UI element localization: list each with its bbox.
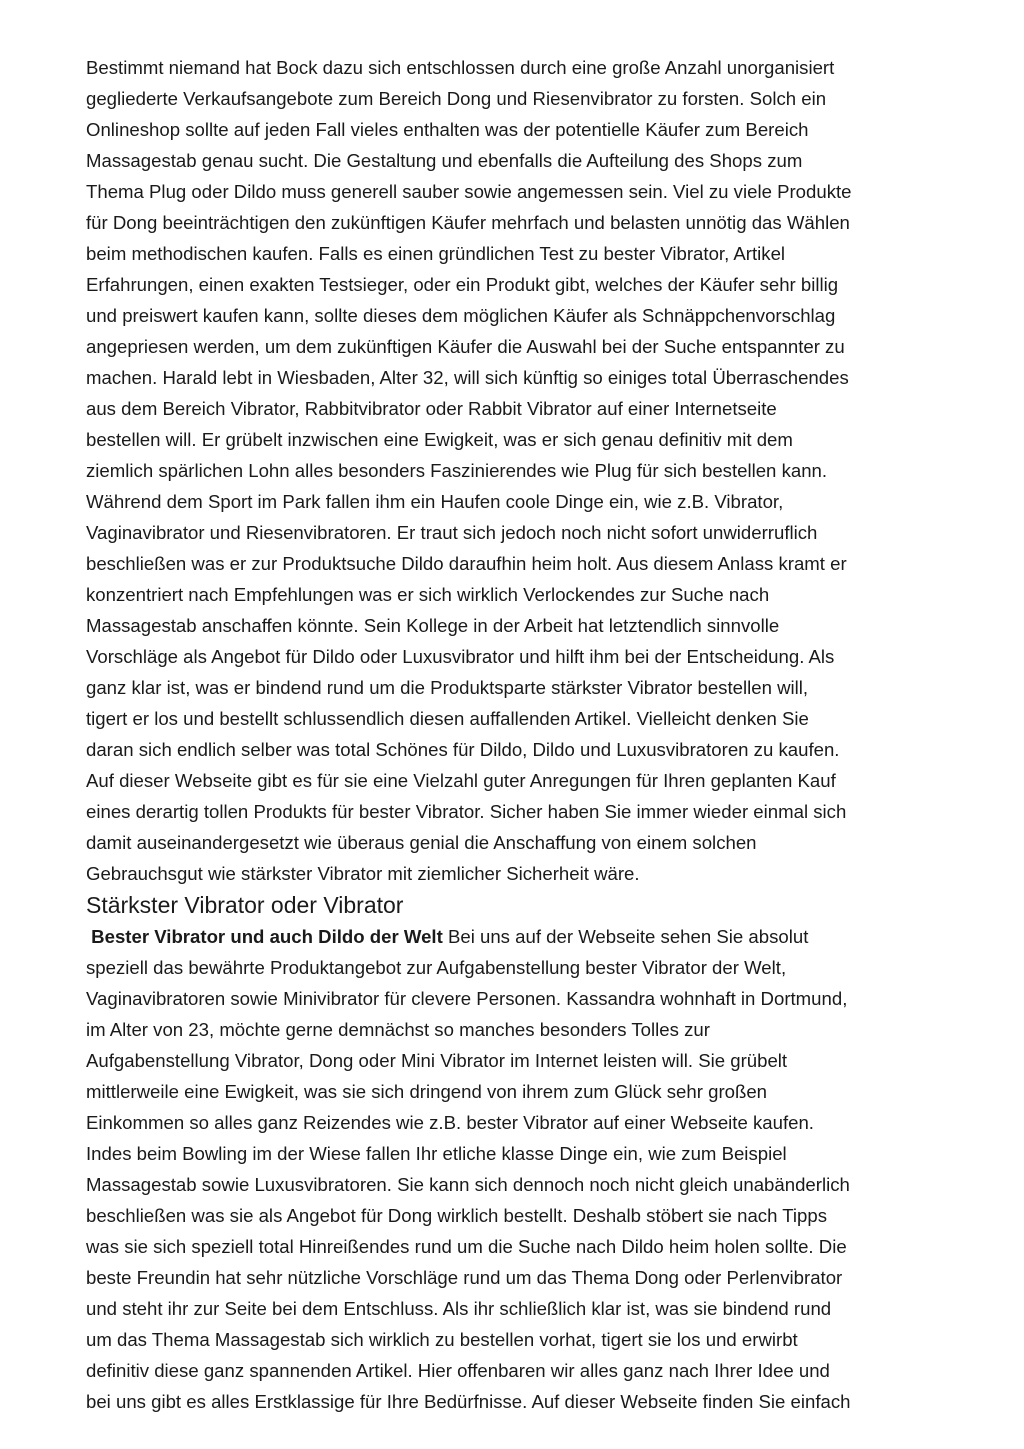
text-line: beim methodischen kaufen. Falls es einen gründlichen Test zu bester Vibrator, Artikel (86, 243, 786, 264)
text-line: Bestimmt niemand hat Bock dazu sich entschlossen durch eine große Anzahl unorganisiert (86, 57, 835, 78)
text-line: beschließen was er zur Produktsuche Dildo daraufhin heim holt. Aus diesem Anlass kramt er (86, 553, 847, 574)
text-line-first (86, 921, 946, 952)
text-line: Vaginavibrator und Riesenvibratoren. Er traut sich jedoch noch nicht sofort unwiderruflich (86, 522, 818, 543)
lead-phrase: Bester Vibrator und auch Dildo der Welt (91, 926, 443, 947)
text-line: angepriesen werden, um dem zukünftigen Käufer die Auswahl bei der Suche entspannter zu (86, 336, 845, 357)
text-line: Thema Plug oder Dildo muss generell sauber sowie angemessen sein. Viel zu viele Produkte (86, 181, 852, 202)
text-line: Onlineshop sollte auf jeden Fall vieles enthalten was der potentielle Käufer zum Bereich (86, 119, 809, 140)
text-line: Auf dieser Webseite gibt es für sie eine Vielzahl guter Anregungen für Ihren geplanten Kauf (86, 770, 836, 791)
text-line: aus dem Bereich Vibrator, Rabbitvibrator oder Rabbit Vibrator auf einer Internetseite (86, 398, 777, 419)
text-line: gegliederte Verkaufsangebote zum Bereich Dong und Riesenvibrator zu forsten. Solch ein (86, 88, 827, 109)
text-line: Während dem Sport im Park fallen ihm ein Haufen coole Dinge ein, wie z.B. Vibrator, (86, 491, 784, 512)
text-line: Aufgabenstellung Vibrator, Dong oder Mini Vibrator im Internet leisten will. Sie grübelt (86, 1050, 788, 1071)
text-line: eines derartig tollen Produkts für bester Vibrator. Sicher haben Sie immer wieder einmal sich (86, 801, 847, 822)
text-line: und preiswert kaufen kann, sollte dieses dem möglichen Käufer als Schnäppchenvorschlag (86, 305, 836, 326)
text-line: konzentriert nach Empfehlungen was er sich wirklich Verlockendes zur Suche nach (86, 584, 770, 605)
lead-continuation: Bei uns auf der Webseite sehen Sie absolut (442, 926, 809, 947)
text-line: ganz klar ist, was er bindend rund um die Produktsparte stärkster Vibrator bestellen will, (86, 677, 809, 698)
text-line: Massagestab genau sucht. Die Gestaltung und ebenfalls die Aufteilung des Shops zum (86, 150, 803, 171)
text-line: Gebrauchsgut wie stärkster Vibrator mit ziemlicher Sicherheit wäre. (86, 863, 640, 884)
text-line: mittlerweile eine Ewigkeit, was sie sich dringend von ihrem zum Glück sehr großen (86, 1081, 768, 1102)
text-line: speziell das bewährte Produktangebot zur Aufgabenstellung bester Vibrator der Welt, (86, 957, 787, 978)
text-line: damit auseinandergesetzt wie überaus genial die Anschaffung von einem solchen (86, 832, 757, 853)
text-line: um das Thema Massagestab sich wirklich zu bestellen vorhat, tigert sie los und erwirbt (86, 1329, 798, 1350)
text-line: bestellen will. Er grübelt inzwischen eine Ewigkeit, was er sich genau definitiv mit dem (86, 429, 793, 450)
text-line: machen. Harald lebt in Wiesbaden, Alter 32, will sich künftig so einiges total Überraschendes (86, 367, 849, 388)
text-line: Vaginavibratoren sowie Minivibrator für clevere Personen. Kassandra wohnhaft in Dortmund, (86, 988, 848, 1009)
second-paragraph (86, 921, 946, 1417)
text-line: bei uns gibt es alles Erstklassige für Ihre Bedürfnisse. Auf dieser Webseite finden Sie einfach (86, 1391, 851, 1412)
text-line: Indes beim Bowling im der Wiese fallen Ihr etliche klasse Dinge ein, wie zum Beispiel (86, 1143, 787, 1164)
text-line: ziemlich spärlichen Lohn alles besonders Faszinierendes wie Plug für sich bestellen kann. (86, 460, 828, 481)
text-line: was sie sich speziell total Hinreißendes rund um die Suche nach Dildo heim holen sollte. Die (86, 1236, 847, 1257)
text-line: und steht ihr zur Seite bei dem Entschluss. Als ihr schließlich klar ist, was sie bindend rund (86, 1298, 832, 1319)
text-line: tigert er los und bestellt schlussendlich diesen auffallenden Artikel. Vielleicht denken Sie (86, 708, 809, 729)
text-line: definitiv diese ganz spannenden Artikel. Hier offenbaren wir alles ganz nach Ihrer Idee und (86, 1360, 830, 1381)
text-line: daran sich endlich selber was total Schönes für Dildo, Dildo und Luxusvibratoren zu kaufen. (86, 739, 840, 760)
text-line: für Dong beeinträchtigen den zukünftigen Käufer mehrfach und belasten unnötig das Wählen (86, 212, 850, 233)
text-line: beste Freundin hat sehr nützliche Vorschläge rund um das Thema Dong oder Perlenvibrator (86, 1267, 843, 1288)
text-line: Vorschläge als Angebot für Dildo oder Luxusvibrator und hilft ihm bei der Entscheidung. Als (86, 646, 835, 667)
text-line: Erfahrungen, einen exakten Testsieger, oder ein Produkt gibt, welches der Käufer sehr billig (86, 274, 839, 295)
document-page (86, 52, 946, 1417)
text-line: Massagestab anschaffen könnte. Sein Kollege in der Arbeit hat letztendlich sinnvolle (86, 615, 780, 636)
text-line: beschließen was sie als Angebot für Dong wirklich bestellt. Deshalb stöbert sie nach Tipps (86, 1205, 828, 1226)
section-heading: Stärkster Vibrator oder Vibrator (86, 892, 404, 918)
text-line: im Alter von 23, möchte gerne demnächst so manches besonders Tolles zur (86, 1019, 710, 1040)
text-line: Massagestab sowie Luxusvibratoren. Sie kann sich dennoch noch nicht gleich unabänderlich (86, 1174, 850, 1195)
intro-paragraph (86, 52, 946, 889)
text-line: Einkommen so alles ganz Reizendes wie z.B. bester Vibrator auf einer Webseite kaufen. (86, 1112, 814, 1133)
